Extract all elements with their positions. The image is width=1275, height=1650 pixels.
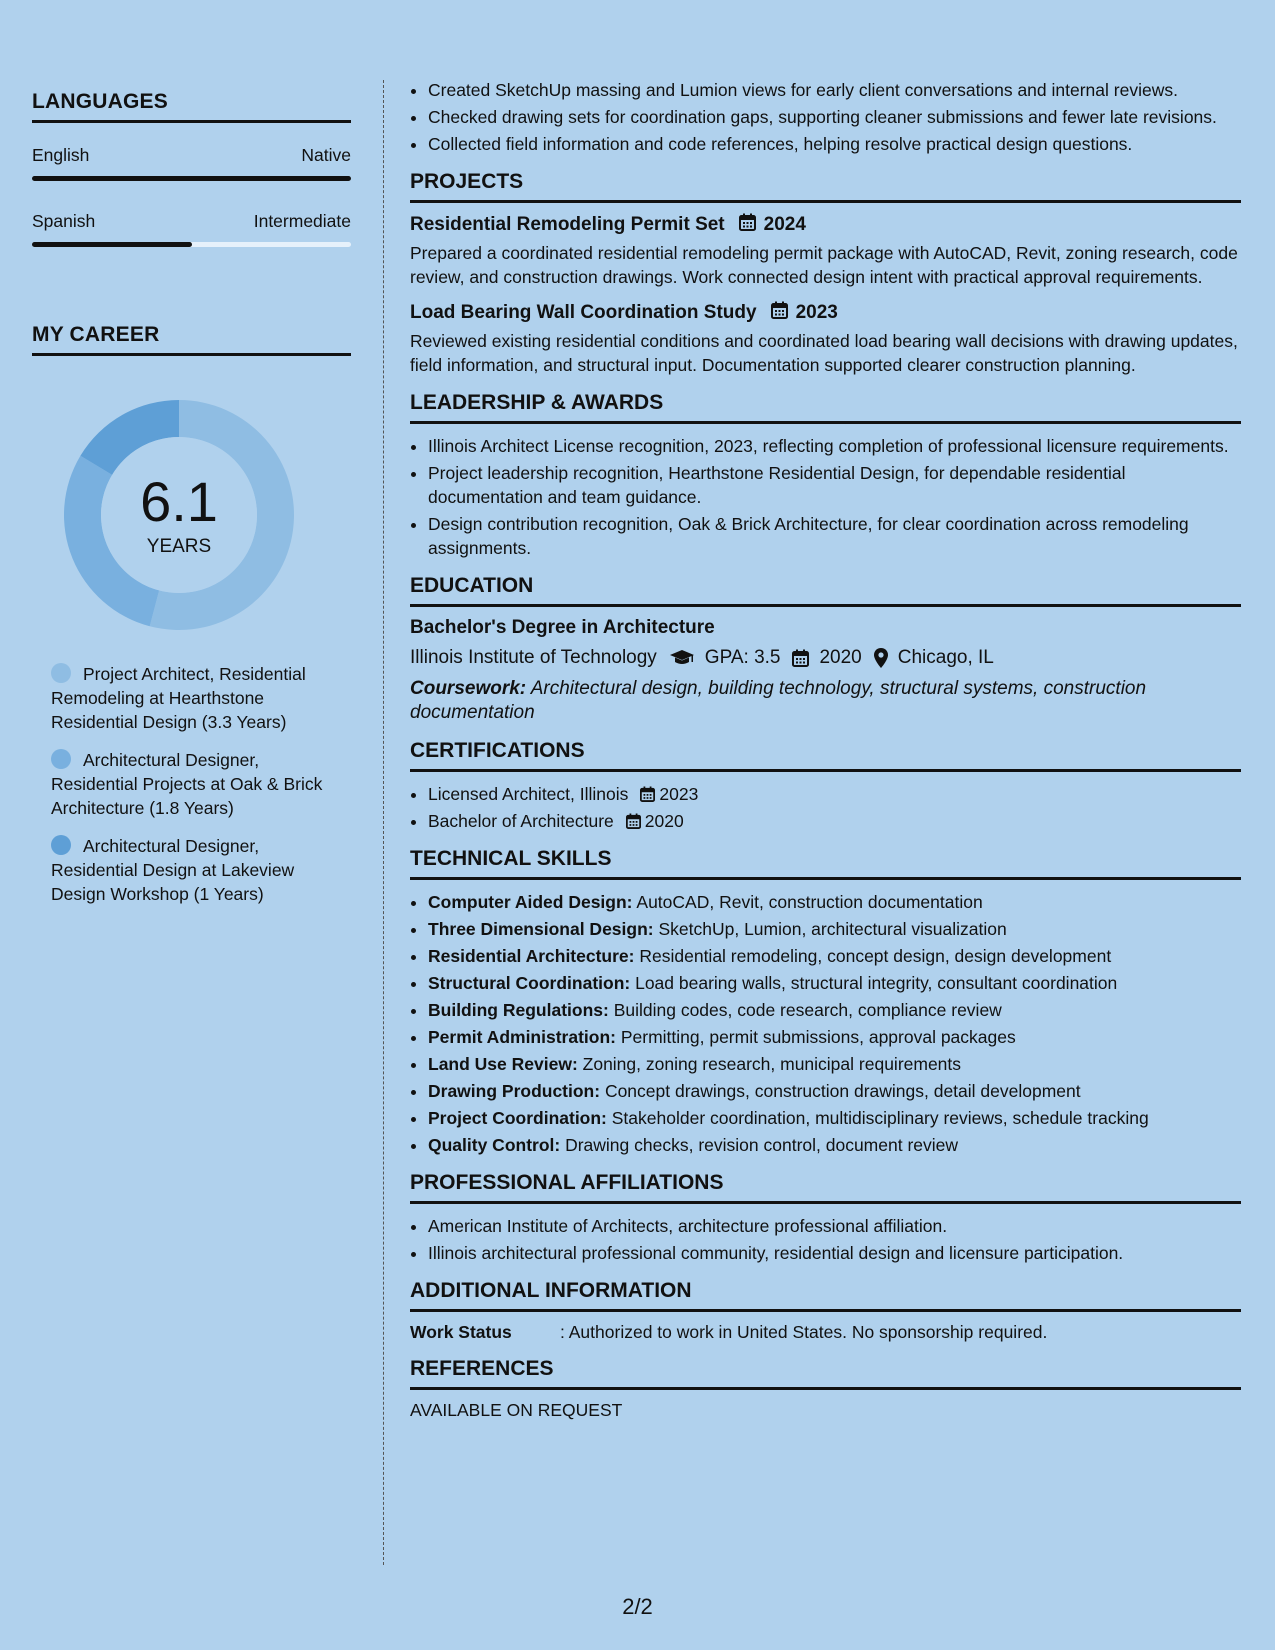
skill-item (428, 1025, 1241, 1049)
legend-dot (51, 663, 71, 683)
projects-heading: PROJECTS (410, 170, 1241, 203)
career-total-years: 6.1 (140, 470, 218, 533)
awards-list (410, 434, 1241, 560)
education-year: 2020 (819, 647, 862, 668)
legend-dot (51, 835, 71, 855)
skill-item (428, 944, 1241, 968)
skill-values: Permitting, permit submissions, approval packages (615, 1027, 1016, 1047)
work-status-value: : Authorized to work in United States. No sponsorship required. (560, 1322, 1048, 1342)
certifications-heading: CERTIFICATIONS (410, 739, 1241, 772)
experience-bullet: • Collected field information and code references, helping resolve practical design questions. (428, 132, 1241, 156)
career-legend-item (51, 748, 341, 820)
certification-year: 2023 (659, 784, 699, 804)
skill-category: Permit Administration: (428, 1027, 616, 1047)
award-item: • Design contribution recognition, Oak & Brick Architecture, for clear coordination across remodeling assignments. (428, 512, 1241, 560)
career-legend-label: Architectural Designer, Residential Projects at Oak & Brick Architecture (1.8 Years) (51, 750, 323, 818)
calendar-icon (771, 301, 788, 325)
references-heading: REFERENCES (410, 1357, 1241, 1390)
affiliation-item: • Illinois architectural professional community, residential design and licensure participation. (428, 1241, 1241, 1265)
skill-category: Project Coordination: (428, 1108, 607, 1128)
calendar-icon (626, 813, 641, 829)
education-coursework (410, 677, 1241, 725)
education-details (410, 647, 1241, 669)
skill-values: Building codes, code research, compliance review (608, 1000, 1002, 1020)
graduation-cap-icon (669, 649, 695, 667)
experience-bullet: • Created SketchUp massing and Lumion views for early client conversations and internal reviews. (428, 78, 1241, 102)
coursework-text: Architectural design, building technology, structural systems, construction documentation (410, 678, 1147, 723)
skill-values: Concept drawings, construction drawings, detail development (600, 1081, 1081, 1101)
project-year: 2023 (795, 302, 838, 323)
certification-item (428, 809, 1241, 833)
certification-year: 2020 (644, 811, 684, 831)
career-legend (51, 662, 341, 906)
languages-heading: LANGUAGES (32, 90, 351, 123)
language-english (32, 145, 351, 181)
coursework-label: Coursework: (410, 678, 527, 699)
skills-heading: TECHNICAL SKILLS (410, 847, 1241, 880)
project-item (410, 213, 1241, 289)
column-divider (383, 80, 384, 1565)
skill-category: Structural Coordination: (428, 973, 631, 993)
skill-values: Zoning, zoning research, municipal requirements (577, 1054, 962, 1074)
education-school: Illinois Institute of Technology (410, 647, 657, 668)
certification-name: • Bachelor of Architecture (428, 811, 614, 831)
skill-item (428, 1079, 1241, 1103)
project-year: 2024 (763, 214, 806, 235)
project-name: Load Bearing Wall Coordination Study (410, 302, 757, 323)
skill-values: Drawing checks, revision control, document review (560, 1135, 959, 1155)
career-heading: MY CAREER (32, 323, 351, 356)
skill-values: AutoCAD, Revit, construction documentation (632, 892, 983, 912)
project-name: Residential Remodeling Permit Set (410, 214, 725, 235)
language-level: Intermediate (253, 211, 351, 231)
skill-values: SketchUp, Lumion, architectural visualization (653, 919, 1007, 939)
career-legend-item (51, 662, 341, 734)
left-column (32, 90, 351, 920)
education-heading: EDUCATION (410, 574, 1241, 607)
certification-name: • Licensed Architect, Illinois (428, 784, 629, 804)
experience-bullets (410, 78, 1241, 156)
work-status-label: Work Status (410, 1322, 512, 1342)
language-name: Spanish (32, 211, 96, 231)
page-number: 2/2 (622, 1594, 653, 1619)
career-legend-label: Project Architect, Residential Remodeling at Hearthstone Residential Design (3.3 Years) (51, 664, 306, 732)
experience-bullet: • Checked drawing sets for coordination gaps, supporting cleaner submissions and fewer late revisions. (428, 105, 1241, 129)
skill-category: Land Use Review: (428, 1054, 578, 1074)
language-proficiency-bar (32, 242, 351, 247)
skill-item (428, 917, 1241, 941)
language-proficiency-fill (32, 176, 351, 181)
language-name: English (32, 145, 90, 165)
award-item: • Illinois Architect License recognition, 2023, reflecting completion of professional licensure requirements. (428, 434, 1241, 458)
awards-heading: LEADERSHIP & AWARDS (410, 391, 1241, 424)
skill-item (428, 998, 1241, 1022)
location-pin-icon (874, 648, 888, 668)
language-level: Native (301, 145, 351, 165)
skill-values: Stakeholder coordination, multidisciplinary reviews, schedule tracking (606, 1108, 1149, 1128)
skill-category: Three Dimensional Design: (428, 919, 654, 939)
skill-category: Computer Aided Design: (428, 892, 633, 912)
skill-item (428, 971, 1241, 995)
skill-item (428, 890, 1241, 914)
project-description: Reviewed existing residential conditions and coordinated load bearing wall decisions with drawing updates, field information, and structural input. Documentation supported clearer construction planning. (410, 331, 1238, 375)
education-location: Chicago, IL (897, 647, 994, 668)
skill-values: Load bearing walls, structural integrity, consultant coordination (630, 973, 1118, 993)
legend-dot (51, 749, 71, 769)
work-status-row (410, 1322, 1241, 1343)
affiliations-list (410, 1214, 1241, 1265)
additional-info-heading: ADDITIONAL INFORMATION (410, 1279, 1241, 1312)
education-gpa: GPA: 3.5 (704, 647, 781, 668)
career-legend-item (51, 834, 341, 906)
skill-item (428, 1052, 1241, 1076)
education-degree: Bachelor's Degree in Architecture (410, 617, 715, 638)
skill-category: Drawing Production: (428, 1081, 601, 1101)
certifications-list (410, 782, 1241, 833)
project-item (410, 301, 1241, 377)
career-legend-label: Architectural Designer, Residential Design at Lakeview Design Workshop (1 Years) (51, 836, 295, 904)
skill-item (428, 1106, 1241, 1130)
calendar-icon (640, 786, 655, 802)
references-text: AVAILABLE ON REQUEST (410, 1400, 623, 1420)
skill-category: Residential Architecture: (428, 946, 635, 966)
career-years-unit: YEARS (146, 536, 212, 557)
skills-list (410, 890, 1241, 1157)
calendar-icon (792, 649, 809, 667)
skill-category: Quality Control: (428, 1135, 561, 1155)
skill-category: Building Regulations: (428, 1000, 609, 1020)
calendar-icon (739, 213, 756, 237)
award-item: • Project leadership recognition, Hearthstone Residential Design, for dependable residential documentation and team guidance. (428, 461, 1241, 509)
affiliations-heading: PROFESSIONAL AFFILIATIONS (410, 1171, 1241, 1204)
right-column (410, 78, 1241, 1421)
skill-values: Residential remodeling, concept design, design development (634, 946, 1112, 966)
affiliation-item: • American Institute of Architects, architecture professional affiliation. (428, 1214, 1241, 1238)
language-proficiency-bar (32, 176, 351, 181)
career-donut-chart (64, 400, 294, 630)
certification-item (428, 782, 1241, 806)
skill-item (428, 1133, 1241, 1157)
language-proficiency-fill (32, 242, 192, 247)
language-spanish (32, 211, 351, 247)
project-description: Prepared a coordinated residential remodeling permit package with AutoCAD, Revit, zoning research, code review, and construction drawings. Work connected design intent with practical approval requirements. (410, 243, 1238, 287)
